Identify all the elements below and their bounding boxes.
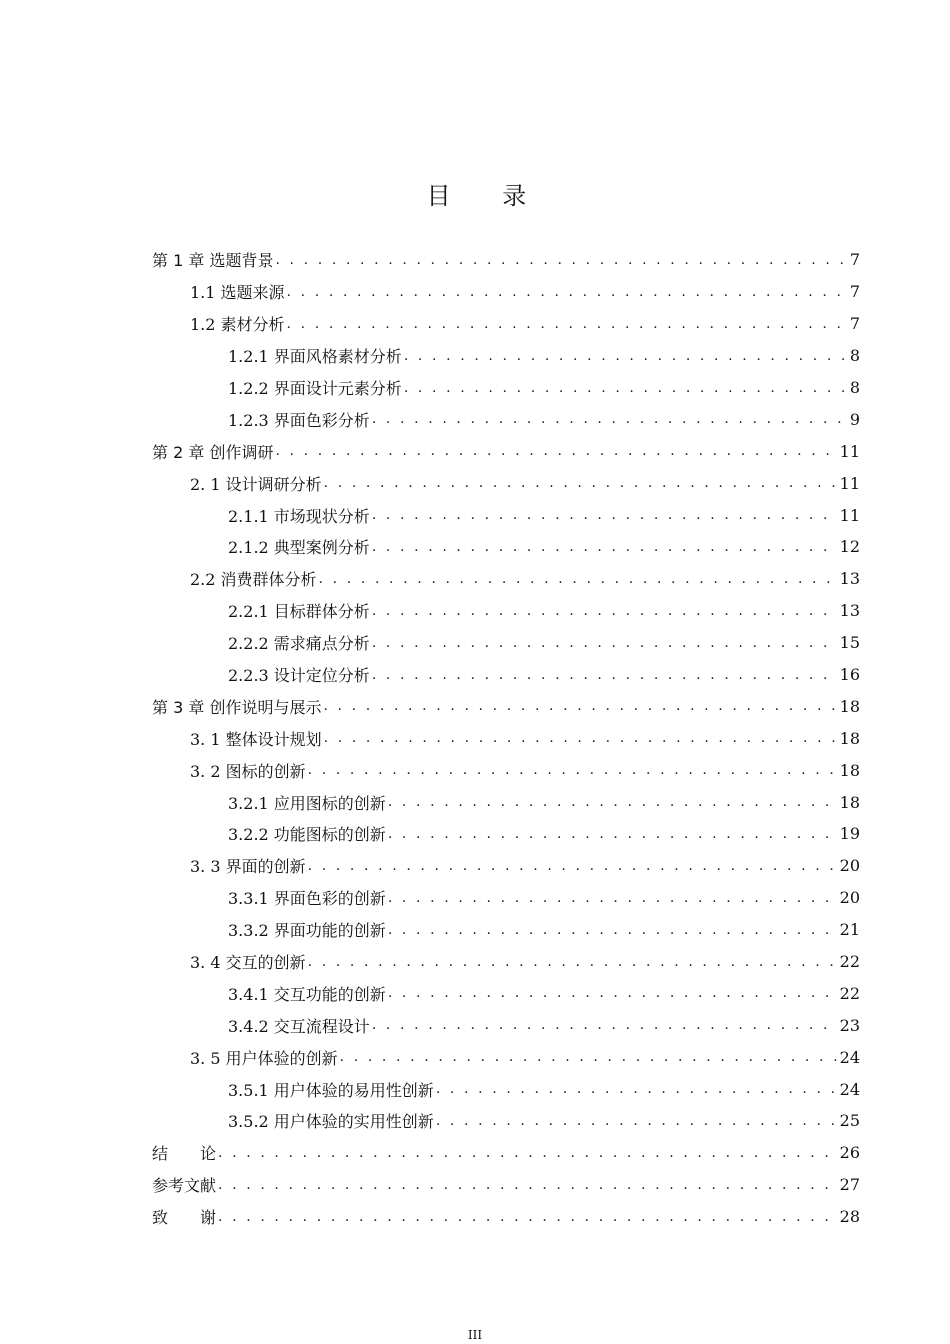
toc-entry-page: 7	[849, 282, 860, 302]
toc-leader-dots	[388, 794, 838, 810]
toc-entry-title: 2.2.2 需求痛点分析	[228, 634, 370, 654]
toc-entry-title: 3. 5 用户体验的创新	[190, 1048, 338, 1068]
toc-entry[interactable]	[152, 1041, 860, 1073]
table-of-contents	[152, 244, 860, 1233]
toc-entry-title: 第 1 章 选题背景	[152, 251, 274, 271]
toc-entry-title: 2.1.2 典型案例分析	[228, 538, 370, 558]
toc-entry-title: 1.2.3 界面色彩分析	[228, 410, 370, 430]
toc-entry[interactable]	[152, 563, 860, 595]
toc-entry-page: 8	[849, 378, 860, 397]
toc-leader-dots	[308, 762, 838, 778]
toc-entry-title: 3. 3 界面的创新	[190, 857, 306, 877]
toc-entry-page: 18	[839, 728, 860, 748]
toc-entry[interactable]	[152, 435, 860, 467]
toc-leader-dots	[372, 603, 838, 619]
toc-entry[interactable]	[152, 595, 860, 627]
toc-entry-page: 24	[839, 1079, 860, 1099]
toc-leader-dots	[323, 698, 837, 714]
toc-entry-page: 11	[839, 441, 860, 461]
toc-entry[interactable]	[152, 754, 860, 786]
toc-leader-dots	[308, 858, 838, 874]
toc-entry-title: 第 2 章 创作调研	[152, 442, 274, 462]
toc-entry-title: 1.2 素材分析	[190, 315, 285, 335]
toc-entry-page: 22	[839, 983, 860, 1003]
toc-entry[interactable]	[152, 372, 860, 404]
toc-entry-title: 3.4.2 交互流程设计	[228, 1016, 370, 1036]
toc-entry-page: 12	[839, 537, 860, 557]
toc-leader-dots	[287, 316, 848, 332]
toc-leader-dots	[308, 954, 838, 970]
toc-entry-title: 2.2 消费群体分析	[190, 570, 317, 590]
toc-leader-dots	[275, 443, 837, 459]
toc-entry-title: 3.5.1 用户体验的易用性创新	[228, 1080, 434, 1100]
toc-entry-title: 3. 1 整体设计规划	[190, 729, 322, 749]
toc-entry[interactable]	[152, 276, 860, 308]
toc-entry[interactable]	[152, 244, 860, 276]
toc-entry-title: 1.1 选题来源	[190, 283, 285, 303]
toc-entry[interactable]	[152, 914, 860, 946]
toc-entry[interactable]	[152, 690, 860, 722]
toc-entry-title: 3.3.2 界面功能的创新	[228, 921, 386, 941]
toc-leader-dots	[372, 539, 838, 555]
toc-entry-title: 2.1.1 市场现状分析	[228, 506, 370, 526]
toc-entry-page: 28	[839, 1207, 860, 1227]
toc-leader-dots	[324, 730, 838, 746]
toc-leader-dots	[218, 1209, 838, 1225]
toc-entry-page: 18	[839, 696, 860, 716]
toc-entry-page: 21	[839, 920, 860, 940]
toc-entry[interactable]	[152, 1137, 860, 1169]
toc-entry-title: 参考文献	[152, 1176, 217, 1196]
toc-leader-dots	[340, 1049, 838, 1065]
toc-leader-dots	[404, 380, 848, 396]
toc-leader-dots	[324, 475, 838, 491]
toc-entry[interactable]	[152, 340, 860, 372]
toc-entry[interactable]	[152, 977, 860, 1009]
toc-leader-dots	[388, 890, 838, 906]
toc-leader-dots	[436, 1113, 838, 1129]
toc-entry-page: 13	[839, 569, 860, 589]
toc-entry-page: 9	[849, 409, 860, 429]
toc-leader-dots	[275, 252, 847, 268]
toc-entry-title: 第 3 章 创作说明与展示	[152, 697, 322, 717]
toc-entry-title: 3.2.1 应用图标的创新	[228, 793, 386, 813]
toc-entry-title: 2.2.3 设计定位分析	[228, 666, 370, 686]
toc-entry-page: 18	[839, 760, 860, 780]
toc-entry-page: 25	[839, 1111, 860, 1131]
toc-entry-page: 26	[839, 1143, 860, 1163]
toc-entry-title: 3.4.1 交互功能的创新	[228, 984, 386, 1004]
toc-entry-page: 16	[839, 665, 860, 685]
toc-entry-page: 11	[839, 505, 860, 525]
toc-entry-title: 3.5.2 用户体验的实用性创新	[228, 1112, 434, 1132]
toc-entry[interactable]	[152, 1169, 860, 1201]
toc-entry-page: 19	[839, 824, 860, 844]
toc-entry-page: 13	[839, 601, 860, 621]
toc-entry-page: 7	[849, 314, 860, 334]
toc-entry-page: 27	[839, 1175, 860, 1195]
toc-entry-page: 23	[839, 1015, 860, 1035]
toc-entry-page: 24	[839, 1047, 860, 1067]
toc-entry[interactable]	[152, 1009, 860, 1041]
toc-entry[interactable]	[152, 882, 860, 914]
toc-leader-dots	[388, 985, 838, 1001]
toc-entry-page: 20	[839, 888, 860, 908]
toc-entry-page: 20	[839, 856, 860, 876]
toc-leader-dots	[287, 284, 848, 300]
toc-entry[interactable]	[152, 531, 860, 563]
toc-entry-title: 3. 2 图标的创新	[190, 761, 306, 781]
toc-entry-page: 18	[839, 792, 860, 812]
toc-entry-title: 3.3.1 界面色彩的创新	[228, 889, 386, 909]
toc-entry-title: 1.2.2 界面设计元素分析	[228, 379, 402, 398]
toc-entry[interactable]	[152, 818, 860, 850]
toc-leader-dots	[218, 1145, 838, 1161]
toc-entry-title: 3. 4 交互的创新	[190, 953, 306, 973]
toc-leader-dots	[372, 1017, 838, 1033]
toc-entry-title: 2. 1 设计调研分析	[190, 474, 322, 494]
toc-leader-dots	[404, 348, 848, 364]
toc-leader-dots	[388, 922, 838, 938]
toc-entry-page: 7	[849, 250, 860, 270]
toc-entry-title: 结 论	[152, 1144, 217, 1164]
toc-entry[interactable]	[152, 1073, 860, 1105]
toc-entry-title: 1.2.1 界面风格素材分析	[228, 347, 402, 367]
toc-entry[interactable]	[152, 467, 860, 499]
toc-leader-dots	[388, 826, 838, 842]
page-number: III	[467, 1328, 483, 1342]
toc-entry[interactable]	[152, 659, 860, 691]
toc-entry[interactable]	[152, 499, 860, 531]
toc-leader-dots	[372, 667, 838, 683]
toc-entry[interactable]	[152, 786, 860, 818]
toc-leader-dots	[372, 507, 838, 523]
toc-leader-dots	[436, 1081, 838, 1097]
toc-leader-dots	[319, 571, 838, 587]
toc-leader-dots	[372, 635, 838, 651]
toc-entry-title: 3.2.2 功能图标的创新	[228, 825, 386, 845]
toc-entry[interactable]	[152, 946, 860, 978]
page-title: 目 录	[426, 182, 549, 210]
toc-entry-page: 15	[839, 633, 860, 653]
toc-entry[interactable]	[152, 722, 860, 754]
toc-leader-dots	[372, 411, 848, 427]
toc-entry-title: 致 谢	[152, 1208, 217, 1228]
toc-entry-page: 11	[839, 473, 860, 493]
toc-entry[interactable]	[152, 1105, 860, 1137]
toc-entry-page: 8	[849, 346, 860, 366]
toc-entry-page: 22	[839, 952, 860, 972]
toc-entry-title: 2.2.1 目标群体分析	[228, 602, 370, 622]
toc-entry[interactable]	[152, 403, 860, 435]
toc-entry[interactable]	[152, 627, 860, 659]
toc-leader-dots	[218, 1177, 838, 1193]
toc-entry[interactable]	[152, 308, 860, 340]
toc-entry[interactable]	[152, 1201, 860, 1233]
toc-entry[interactable]	[152, 850, 860, 882]
